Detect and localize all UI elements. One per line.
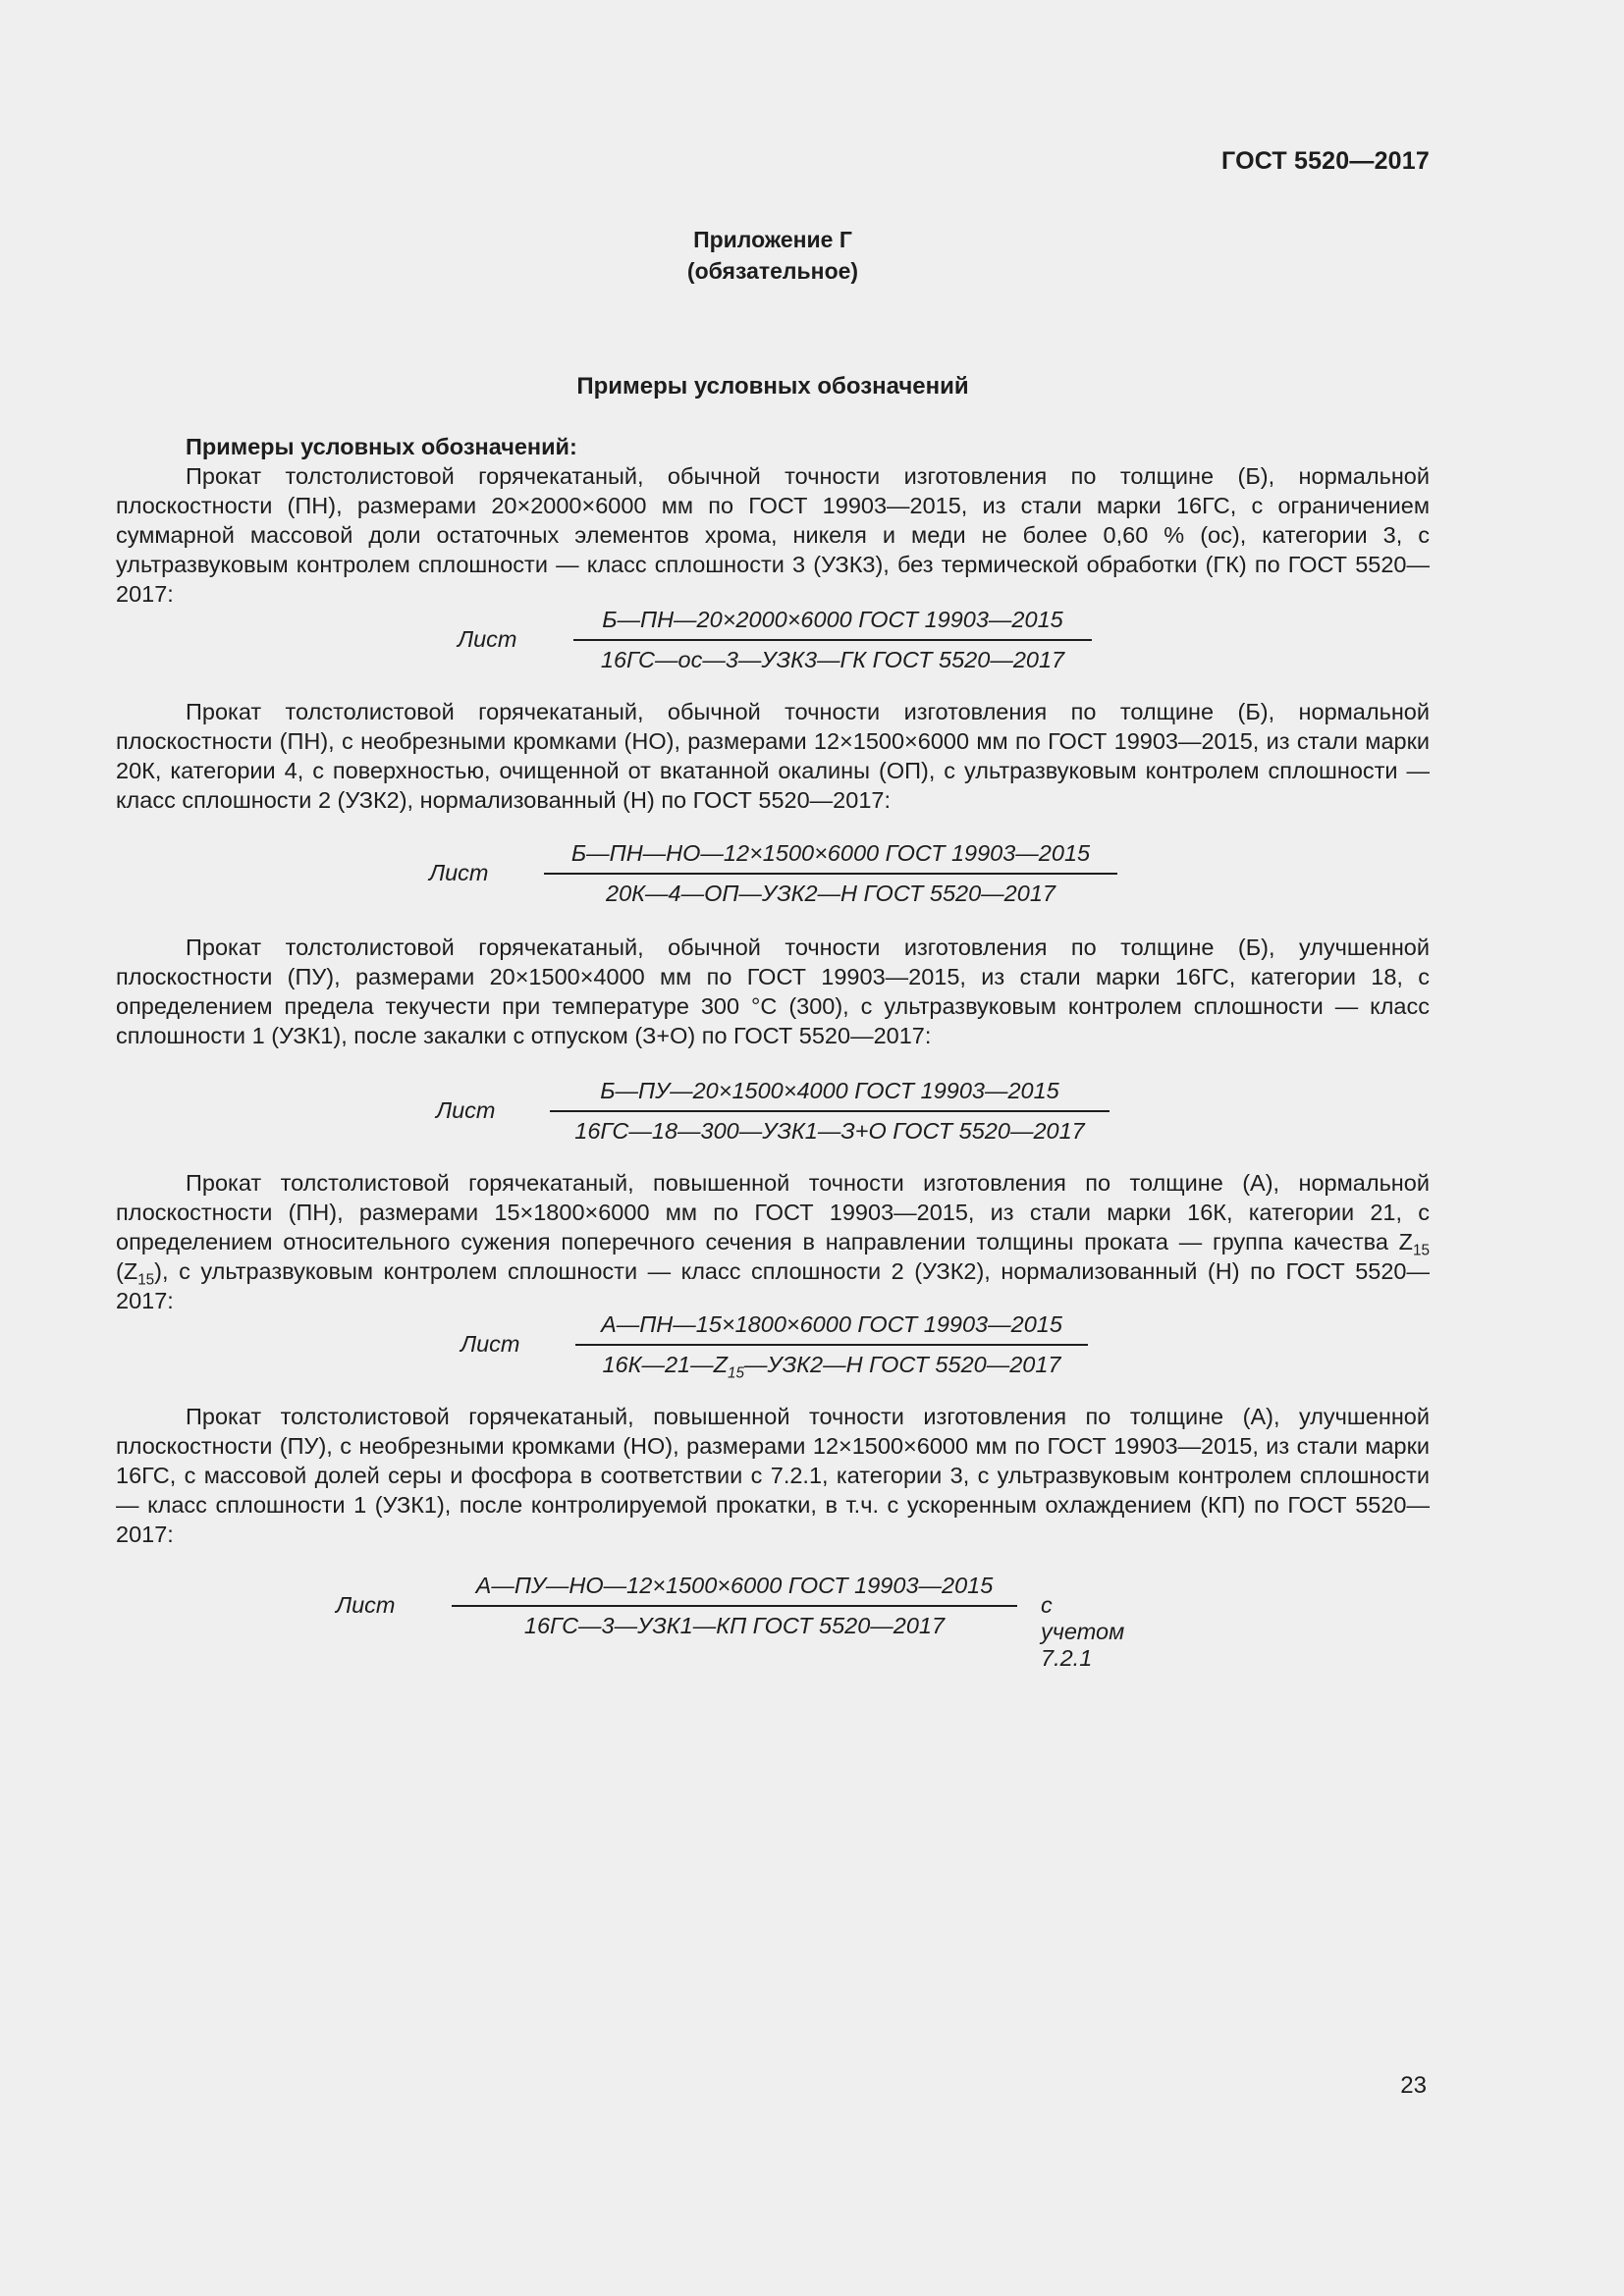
example-1-text: Прокат толстолистовой горячекатаный, обычной точности изготовления по толщине (Б), нормальной плоскостности (ПН), размерами 20×2000×6000 мм по ГОСТ 19903—2015, из стали марки 16ГС, с ограничением суммарной массовой доли остаточных элементов хрома, никеля и меди не более 0,60 % (ос), категории 3, с ультразвуковым контролем сплошности — класс сплошности 3 (УЗК3), без термической обработки (ГК) по ГОСТ 5520—2017: — [116, 463, 1430, 607]
document-standard-number: ГОСТ 5520—2017 — [1221, 147, 1430, 175]
example-3-text: Прокат толстолистовой горячекатаный, обычной точности изготовления по толщине (Б), улучшенной плоскостности (ПУ), размерами 20×1500×4000 мм по ГОСТ 19903—2015, из стали марки 16ГС, категории 18, с определением предела текучести при температуре 300 °С (300), с ультразвуковым контролем сплошности — класс сплошности 1 (УЗК1), после закалки с отпуском (З+О) по ГОСТ 5520—2017: — [116, 934, 1430, 1048]
example-4-numerator: А—ПН—15×1800×6000 ГОСТ 19903—2015 — [601, 1311, 1062, 1337]
example-2-denominator: 20К—4—ОП—УЗК2—Н ГОСТ 5520—2017 — [606, 881, 1056, 906]
example-4-text-part: ), с ультразвуковым контролем сплошности — класс сплошности 2 (УЗК2), нормализованный (Н) по ГОСТ 5520—2017: — [116, 1258, 1430, 1313]
example-5-denominator: 16ГС—3—УЗК1—КП ГОСТ 5520—2017 — [523, 1613, 946, 1638]
example-4-paragraph — [116, 1168, 1430, 1315]
example-1-paragraph — [116, 432, 1430, 609]
example-2-text: Прокат толстолистовой горячекатаный, обычной точности изготовления по толщине (Б), нормальной плоскостности (ПН), с необрезными кромками (НО), размерами 12×1500×6000 мм по ГОСТ 19903—2015, из стали марки 20К, категории 4, с поверхностью, очищенной от вкатанной окалины (ОП), с ультразвуковым контролем сплошности — класс сплошности 2 (УЗК2), нормализованный (Н) по ГОСТ 5520—2017: — [116, 699, 1430, 813]
example-2-numerator: Б—ПН—НО—12×1500×6000 ГОСТ 19903—2015 — [570, 840, 1091, 866]
example-3-label: Лист — [436, 1097, 496, 1123]
example-4-fraction — [575, 1311, 1088, 1382]
appendix-status: (обязательное) — [686, 258, 859, 284]
denominator-part: 16К—21—Z — [602, 1352, 728, 1377]
example-3-fraction — [550, 1078, 1110, 1145]
example-4-denominator — [575, 1346, 1088, 1382]
example-4-text-part: (Z — [116, 1258, 138, 1284]
example-4-text — [116, 1168, 1430, 1315]
example-2-fraction — [544, 840, 1117, 907]
example-2-label: Лист — [429, 860, 489, 885]
example-1-fraction — [573, 607, 1092, 673]
example-3-numerator: Б—ПУ—20×1500×4000 ГОСТ 19903—2015 — [600, 1078, 1059, 1103]
section-title: Примеры условных обозначений — [576, 373, 969, 400]
example-3-paragraph — [116, 933, 1430, 1050]
subscript: 15 — [1413, 1242, 1430, 1259]
example-1-denominator: 16ГС—ос—3—УЗК3—ГК ГОСТ 5520—2017 — [600, 647, 1065, 672]
example-2-paragraph — [116, 697, 1430, 815]
example-5-fraction — [452, 1573, 1017, 1639]
examples-lead: Примеры условных обозначений: — [186, 434, 577, 459]
example-1-label: Лист — [458, 626, 517, 652]
example-5-label: Лист — [336, 1592, 396, 1618]
example-5-suffix: с учетом 7.2.1 — [1041, 1592, 1125, 1671]
example-5-numerator: А—ПУ—НО—12×1500×6000 ГОСТ 19903—2015 — [475, 1573, 994, 1598]
example-1-numerator: Б—ПН—20×2000×6000 ГОСТ 19903—2015 — [602, 607, 1063, 632]
example-4-text-part: Прокат толстолистовой горячекатаный, повышенной точности изготовления по толщине (А), нормальной плоскостности (ПН), размерами 15×1800×6000 мм по ГОСТ 19903—2015, из стали марки 16К, категории 21, с определением относительного сужения поперечного сечения в направлении толщины проката — группа качества Z — [116, 1170, 1430, 1255]
subscript: 15 — [727, 1364, 744, 1382]
example-3-denominator: 16ГС—18—300—УЗК1—З+О ГОСТ 5520—2017 — [574, 1118, 1085, 1144]
page-number: 23 — [1400, 2072, 1427, 2099]
example-4-label: Лист — [460, 1331, 520, 1357]
appendix-title: Приложение Г — [693, 227, 852, 252]
appendix-heading — [0, 224, 1545, 287]
example-5-text: Прокат толстолистовой горячекатаный, повышенной точности изготовления по толщине (А), улучшенной плоскостности (ПУ), с необрезными кромками (НО), размерами 12×1500×6000 мм по ГОСТ 19903—2015, из стали марки 16ГС, с массовой долей серы и фосфора в соответствии с 7.2.1, категории 3, с ультразвуковым контролем сплошности — класс сплошности 1 (УЗК1), после контролируемой прокатки, в т.ч. с ускоренным охлаждением (КП) по ГОСТ 5520—2017: — [116, 1404, 1430, 1547]
denominator-part: —УЗК2—Н ГОСТ 5520—2017 — [743, 1352, 1061, 1377]
example-5-paragraph — [116, 1402, 1430, 1549]
subscript: 15 — [137, 1271, 155, 1289]
